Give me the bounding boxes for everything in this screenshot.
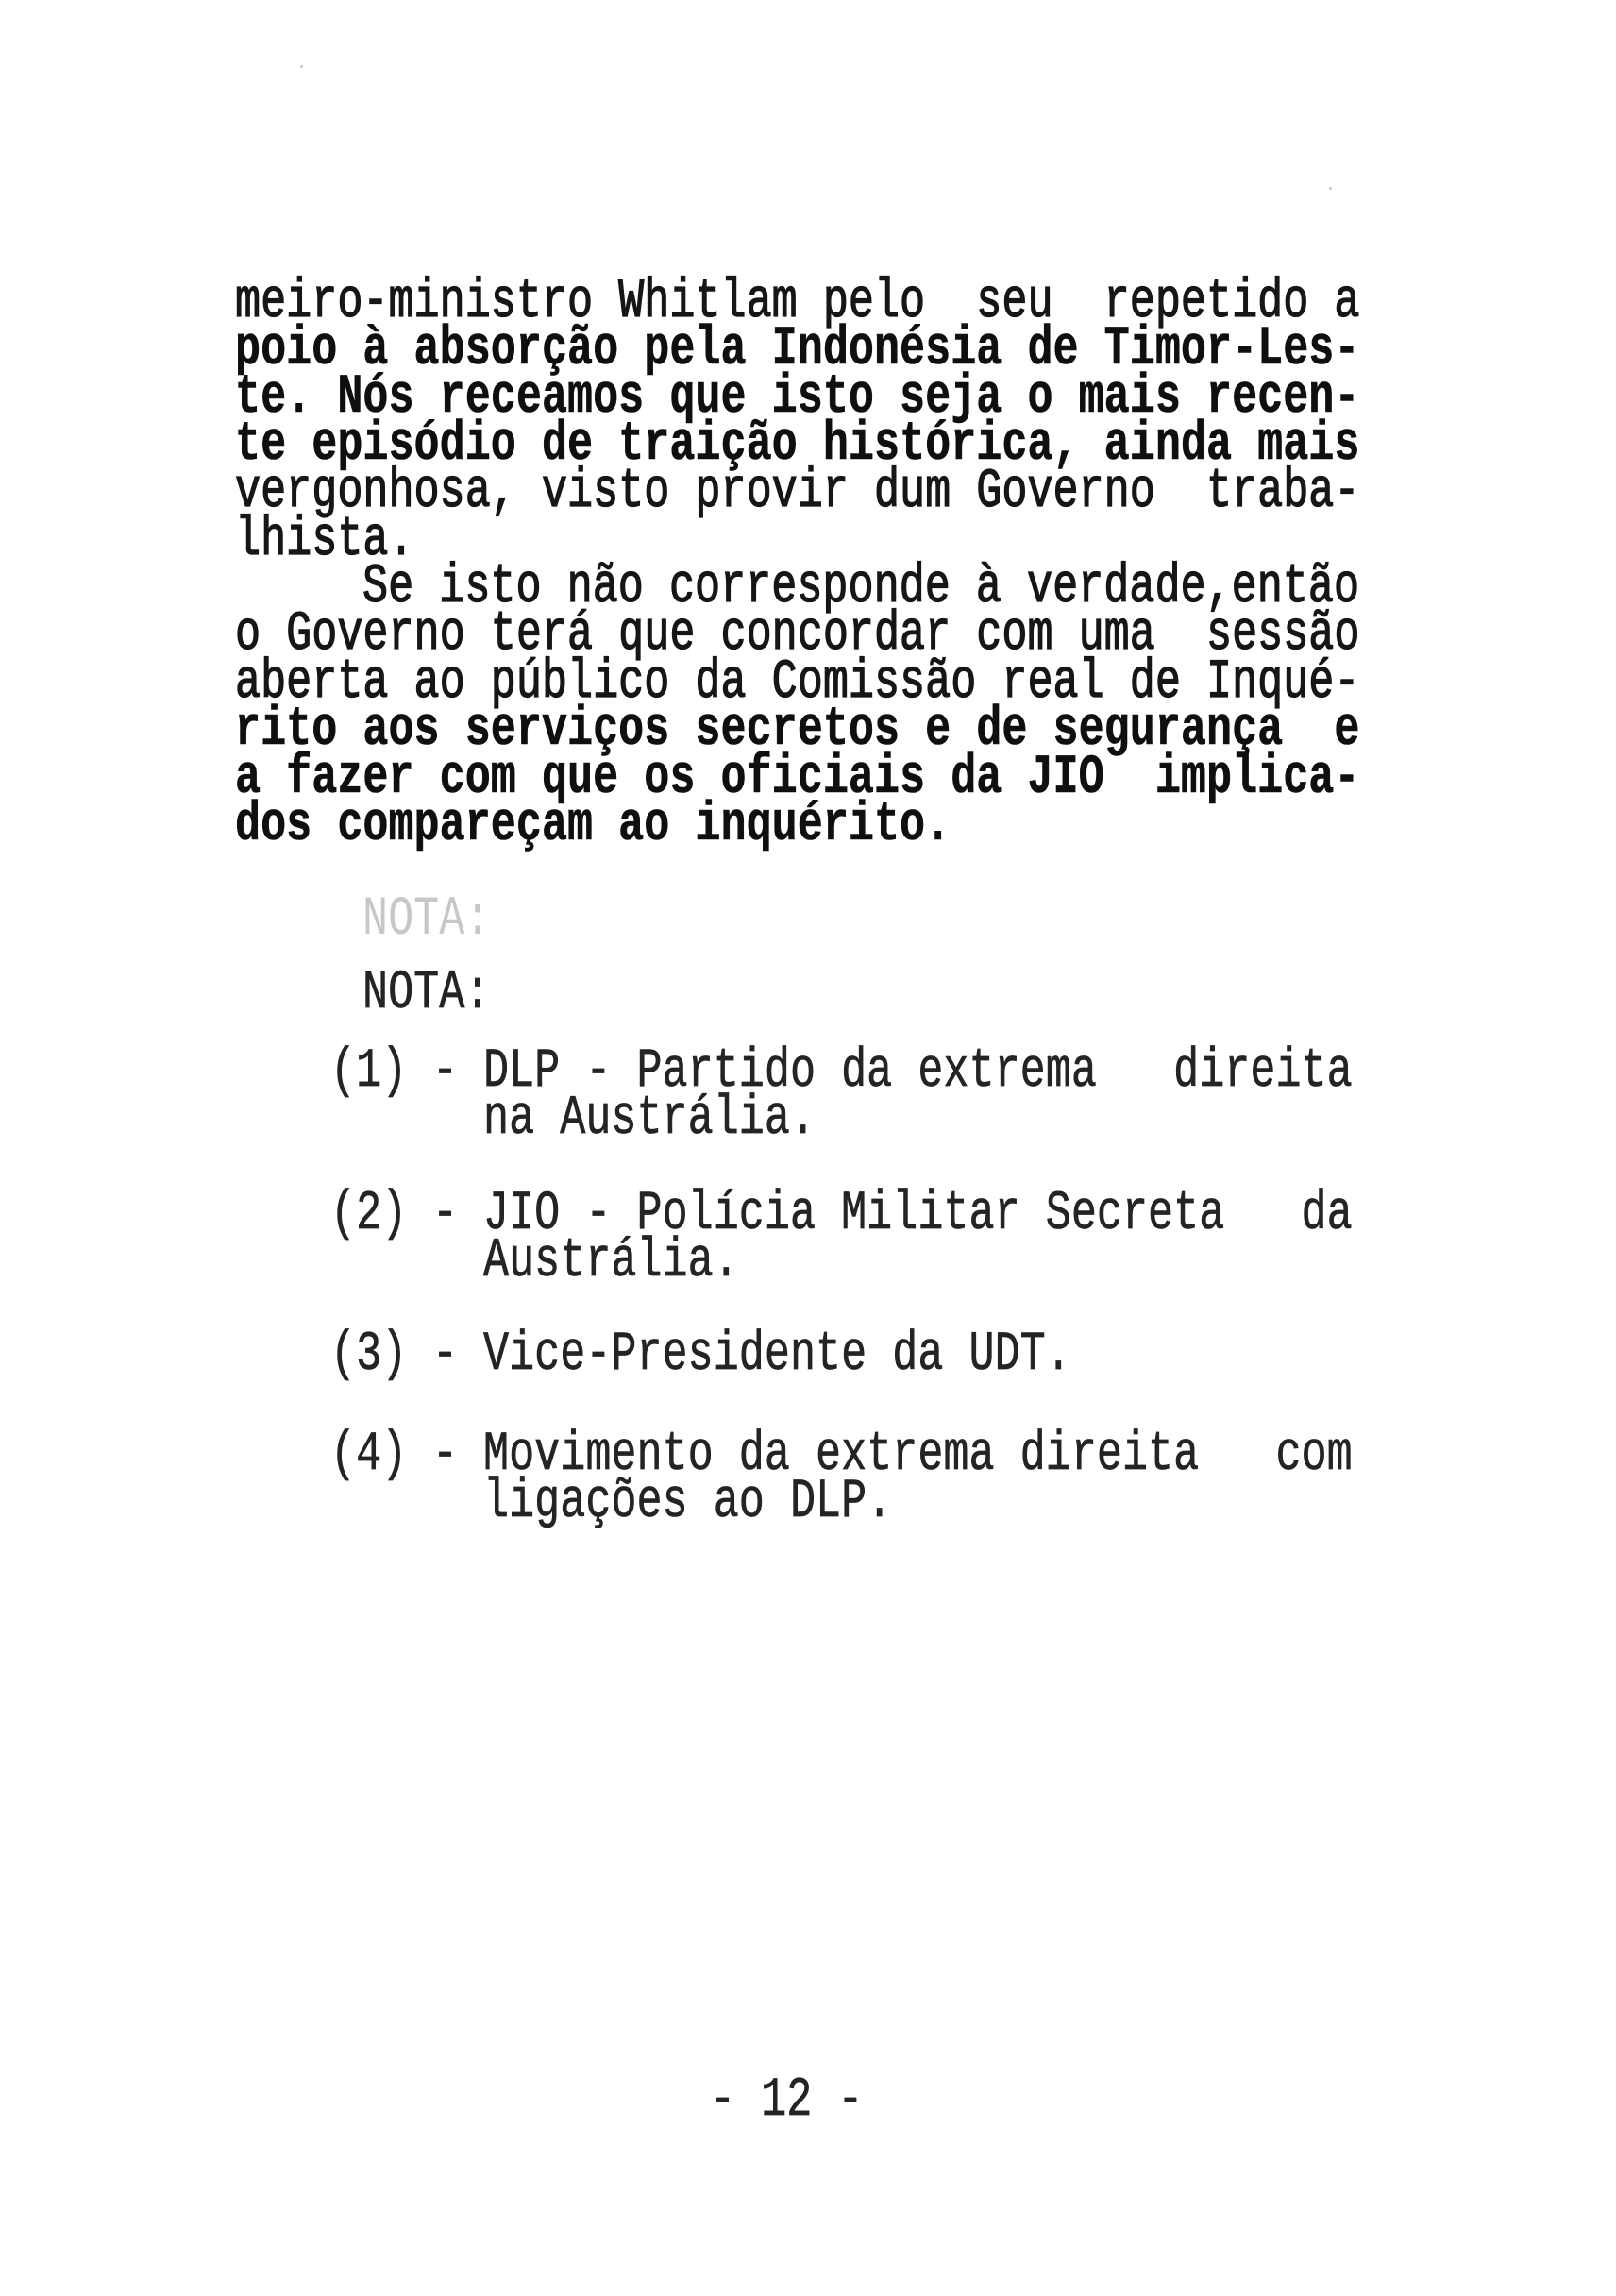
body-line: vergonhosa, visto provir dum Governo traba- [235,462,1360,524]
body-line: o Governo terá que concordar com uma sessão [235,604,1360,667]
scan-speck [300,65,303,68]
page-number: - 12 - [710,2069,864,2132]
note-dash: - [432,1324,459,1386]
body-line: Se isto não corresponde à verdade,então [362,557,1360,618]
note-dash: - [432,1183,459,1245]
body-line: poio à absorção pela Indonésia de Timor-Les- [235,319,1360,381]
body-line: lhista. [235,509,414,571]
note-dash: - [432,1424,459,1486]
note-number: (1) [330,1040,408,1103]
body-line: te episódio de traição histórica, ainda mais [235,414,1360,476]
note-text-line: DLP - Partido da extrema direita [483,1040,1354,1103]
faint-notes-heading: NOTA: [362,888,491,951]
note-number: (3) [330,1324,408,1386]
body-line: dos compareçam ao inquérito. [235,794,951,856]
body-line: te. Nós receamos que isto seja o mais recen- [235,366,1360,429]
note-text-line: na Austrália. [483,1089,816,1150]
body-line: meiro-ministro Whitlam pelo seu repetido a [235,271,1360,333]
notes-heading: NOTA: [362,962,491,1024]
note-text-line: Vice-Presidente da UDT. [483,1324,1072,1386]
note-text-line: JIO - Polícia Militar Secreta da [483,1183,1354,1245]
note-dash: - [432,1040,459,1103]
note-number: (2) [330,1183,408,1245]
scan-speck [1329,187,1332,190]
body-line: rito aos serviços secretos e de segurança e [235,700,1360,762]
note-text-line: Movimento da extrema direita com [483,1424,1354,1486]
note-text-line: ligações ao DLP. [483,1472,893,1533]
note-number: (4) [330,1424,408,1486]
note-text-line: Austrália. [483,1231,740,1292]
body-line: aberta ao público da Comissão real de Inqué- [235,651,1360,714]
body-line: a fazer com que os oficiais da JIO implica- [235,747,1360,809]
